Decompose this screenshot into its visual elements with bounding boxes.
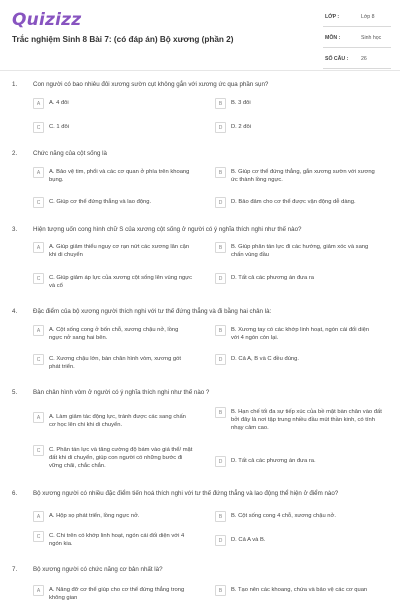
option-b[interactable] (215, 408, 385, 432)
meta-count (323, 54, 391, 69)
question-number: 6. (12, 490, 18, 497)
option-letter: D (215, 456, 226, 467)
option-letter: D (215, 197, 226, 208)
option-b[interactable] (215, 326, 375, 342)
option-text: A. Nâng đỡ cơ thể giúp cho cơ thể đứng thẳng trong không gian (49, 587, 185, 601)
option-a[interactable] (33, 413, 193, 429)
option-letter: C (33, 197, 44, 208)
option-d[interactable] (215, 355, 375, 365)
option-text: D. Tất cả các phương án đưa ra (231, 275, 314, 281)
option-letter: D (215, 273, 226, 284)
option-text: A. Hộp sọ phát triển, lồng ngực nở. (49, 513, 140, 519)
option-a[interactable] (33, 99, 193, 109)
question-text: Bộ xương người có nhiều đặc điểm tiến hoá thích nghi với tư thế đứng thẳng và lao động thể hiện ở điểm nào? (33, 490, 339, 497)
option-text: B. Xương tay có các khớp linh hoạt, ngón cái đối diện với 4 ngón còn lại. (231, 327, 370, 341)
option-letter: A (33, 325, 44, 336)
option-d[interactable] (215, 123, 375, 133)
question-number: 7. (12, 566, 18, 573)
option-c[interactable] (33, 355, 193, 371)
option-letter: B (215, 325, 226, 336)
meta-label: MÔN : (325, 35, 341, 41)
option-letter: A (33, 412, 44, 423)
option-letter: A (33, 98, 44, 109)
meta-label: LỚP : (325, 14, 340, 20)
option-letter: D (215, 535, 226, 546)
option-letter: B (215, 407, 226, 418)
question-text: Bàn chân hình vòm ở người có ý nghĩa thích nghi như thế nào ? (33, 389, 210, 396)
option-letter: B (215, 585, 226, 596)
option-text: D. Bảo đảm cho cơ thể được vận động dễ dàng. (231, 199, 356, 205)
option-a[interactable] (33, 243, 193, 259)
option-b[interactable] (215, 99, 375, 109)
meta-box (323, 12, 391, 75)
question-text: Chức năng của cột sống là (33, 150, 107, 157)
option-text: C. Giúp cơ thể đứng thẳng và lao động. (49, 199, 152, 205)
option-letter: A (33, 242, 44, 253)
option-text: A. Cột sống cong ở bốn chỗ, xương chậu nở, lồng ngực nở sang hai bên. (49, 327, 179, 341)
option-letter: B (215, 242, 226, 253)
meta-value: Lớp 8 (361, 14, 375, 20)
option-c[interactable] (33, 446, 193, 470)
option-text: D. Cả A, B và C đều đúng. (231, 356, 299, 362)
option-letter: A (33, 585, 44, 596)
option-b[interactable] (215, 168, 375, 184)
option-text: C. Giúp giảm áp lực của xương cột sống lên vùng ngực và cổ (49, 275, 193, 289)
option-text: A. 4 đôi (49, 100, 69, 106)
meta-grade (323, 12, 391, 27)
question-number: 3. (12, 226, 18, 233)
option-letter: C (33, 122, 44, 133)
option-d[interactable] (215, 536, 375, 546)
option-d[interactable] (215, 198, 375, 208)
option-text: C. Phân tán lực và tăng cường độ bám vào giá thể/ mặt đất khi di chuyển, giúp con người có những bước đi vững chãi, chắc chắn. (49, 447, 193, 469)
question-text: Hiện tượng uốn cong hình chữ S của xương cột sống ở người có ý nghĩa thích nghi như thế nào? (33, 226, 302, 233)
option-c[interactable] (33, 123, 193, 133)
question-number: 4. (12, 308, 18, 315)
page-title: Trắc nghiệm Sinh 8 Bài 7: (có đáp án) Bộ xương (phần 2) (12, 35, 234, 44)
meta-value: 26 (361, 56, 367, 62)
option-b[interactable] (215, 243, 375, 259)
meta-label: SỐ CÂU : (325, 56, 349, 62)
option-letter: B (215, 511, 226, 522)
option-text: B. 3 đôi (231, 100, 251, 106)
option-letter: C (33, 445, 44, 456)
option-letter: C (33, 273, 44, 284)
meta-subject (323, 33, 391, 48)
option-text: B. Tạo nên các khoang, chứa và bảo vệ các cơ quan (231, 587, 368, 593)
question-number: 2. (12, 150, 18, 157)
option-b[interactable] (215, 586, 375, 596)
option-text: C. Xương chậu lớn, bàn chân hình vòm, xương gót phát triển. (49, 356, 181, 370)
meta-value: Sinh học (361, 35, 382, 41)
option-text: C. 1 đôi (49, 124, 69, 130)
option-text: A. Giúp giảm thiểu nguy cơ rạn nứt các xương lân cận khi di chuyển (49, 244, 190, 258)
option-letter: B (215, 167, 226, 178)
option-text: A. Làm giảm tác động lực, tránh được các sang chấn cơ học lên chi khi di chuyển. (49, 414, 186, 428)
option-c[interactable] (33, 274, 193, 290)
question-text: Con người có bao nhiêu đôi xương sườn cụt không gắn với xương ức qua phần sụn? (33, 81, 269, 88)
option-d[interactable] (215, 457, 375, 467)
option-text: B. Giúp phân tán lực đi các hướng, giảm xóc và sang chấn vùng đầu (231, 244, 369, 258)
option-a[interactable] (33, 512, 193, 522)
quizizz-logo: Quizizz (12, 10, 82, 30)
option-text: B. Giúp cơ thể đứng thẳng, gắn xương sườn với xương ức thành lồng ngực. (231, 169, 375, 183)
option-c[interactable] (33, 198, 193, 208)
option-letter: B (215, 98, 226, 109)
page-header (0, 0, 400, 70)
option-letter: D (215, 122, 226, 133)
header-divider (0, 70, 400, 71)
option-letter: A (33, 167, 44, 178)
question-number: 5. (12, 389, 18, 396)
option-letter: A (33, 511, 44, 522)
option-c[interactable] (33, 532, 193, 548)
option-text: C. Chi trên có khớp linh hoạt, ngón cái đối diện với 4 ngón kia. (49, 533, 185, 547)
question-number: 1. (12, 81, 18, 88)
option-d[interactable] (215, 274, 375, 284)
option-letter: D (215, 354, 226, 365)
option-letter: C (33, 531, 44, 542)
option-b[interactable] (215, 512, 375, 522)
option-text: D. 2 đôi (231, 124, 251, 130)
option-text: D. Tất cả các phương án đưa ra. (231, 458, 316, 464)
question-text: Bộ xương người có chức năng cơ bản nhất là? (33, 566, 163, 573)
option-a[interactable] (33, 168, 193, 184)
option-text: A. Bảo vệ tim, phổi và các cơ quan ở phía trên khoang bụng. (49, 169, 190, 183)
option-a[interactable] (33, 326, 193, 342)
option-text: B. Cột sống cong 4 chỗ, xương chậu nở. (231, 513, 336, 519)
option-letter: C (33, 354, 44, 365)
option-text: B. Hạn chế tối đa sự tiếp xúc của bề mặt bàn chân vào đất bởi đây là nơi tập trung nhiều đầu mút thần kinh, có tính nhạy cảm cao. (231, 409, 382, 431)
question-text: Đặc điểm của bộ xương người thích nghi với tư thế đứng thẳng và đi bằng hai chân là: (33, 308, 272, 315)
option-text: D. Cả A và B. (231, 537, 266, 543)
